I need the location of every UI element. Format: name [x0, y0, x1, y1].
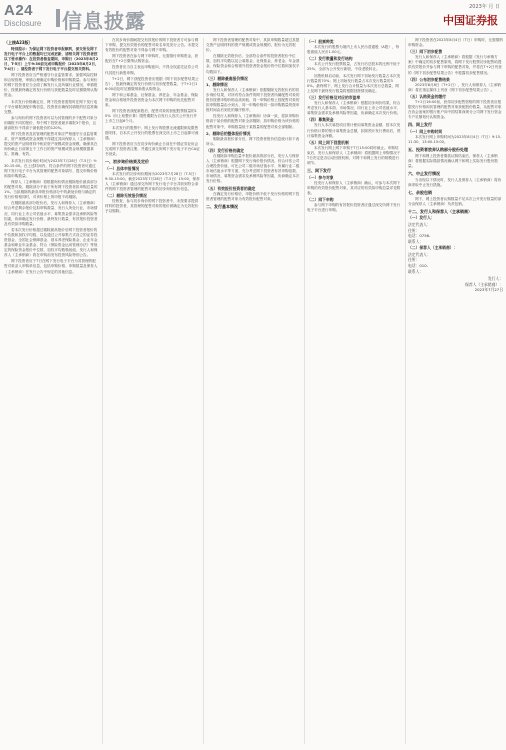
paragraph: 投资者应当自主表达申购意向，不得全权委托证券公司代其进行新股申购。	[105, 65, 199, 75]
paragraph: 网下投资者及其管理的配售对象应严格遵守行业监管要求，资产规模或资金规模不得超过其向保荐人（主承销商）提交的资产证明材料中相应资产规模或资金规模，确保其在询价截止日前第五个工作日的资产规模或资金规模数据真实、准确、有效。	[4, 132, 98, 157]
page-code: A24	[4, 2, 34, 19]
column-divider	[405, 38, 406, 744]
contacts-heading: 十二、发行人和保荐人（主承销商）	[408, 208, 472, 214]
sponsor-contact-person: 联系人：	[408, 268, 424, 274]
column-divider	[102, 38, 103, 744]
section-heading: 一、初步询价结果及定价	[105, 159, 149, 165]
signature-date: 2023年7月27日	[474, 287, 503, 293]
paragraph: T+2日16:00前，获得初步配售资格的网下投资者应根据发行价格和其管理的配售对象获配股份数量，从配售对象在协会备案的银行账户向中国结算深圳分公司网下发行资金专户足额划付认购资金。	[408, 100, 502, 120]
paragraph: 网下、网上投资者认购数量不足本次公开发行数量的部分由保荐人（主承销商）负责包销。	[408, 196, 502, 206]
paragraph: 本次发行的股票为境内上市人民币普通股（A股），每股面值人民币1.00元。	[307, 45, 400, 55]
column-1	[4, 38, 99, 744]
paragraph: 剔除最高报价部分后，网下投资者报价信息统计如下表所示。	[206, 136, 300, 146]
column-divider	[203, 38, 204, 744]
sponsor-phone: 电话：010-	[408, 263, 429, 269]
issuer-address: 住所：	[408, 227, 420, 233]
column-divider	[304, 38, 305, 744]
column-2	[105, 38, 200, 744]
subsection-heading: 2、剔除后的整体报价情况	[206, 130, 251, 136]
subsection-heading: （五）认购资金的缴付	[408, 93, 446, 99]
paragraph: 网下投资者管理的配售对象中，其拟申购数量超过其提交资产证明材料的资产规模或资金规模的，报价为无效报价。	[206, 38, 300, 53]
column-4	[307, 38, 402, 744]
date-line: 2023年 月 日	[469, 4, 500, 10]
subsection-heading: （五）有效报价投资者的确定	[206, 185, 256, 191]
paragraph: 本次发行初步询价时间为2023年7月28日（T-5日）9:30-15:00。在上述时间内，符合条件的网下投资者可通过网下发行电子平台为其管理的配售对象填写、提交申购价格和拟申购数量。	[4, 158, 98, 178]
subsection-heading: （四）募集资金	[307, 117, 334, 123]
page-section-english: Disclosure	[4, 19, 42, 28]
subsection-heading: （一）参与对象	[307, 174, 334, 180]
paragraph: 本次发行网上网下申购于T日15:00同时截止。申购结束后，发行人和保荐人（主承销商）将根据网上申购情况于T日决定是否启动回拨机制，对网下和网上发行的规模进行调节。	[307, 145, 401, 166]
section-heading: 四、网上发行	[408, 122, 432, 128]
paragraph: 在确定发行价格后，申报价格不低于发行价格的网下投资者管理的配售对象为有效报价配售对象。	[206, 191, 300, 201]
subsection-heading: （三）剔除最高报价情况	[206, 75, 248, 81]
paragraph: 在剔除拟申购总量中报价最高的部分后，发行人与保荐人（主承销商）根据网下发行询价报价情况，综合评估公司合理投资价值、可比公司二级市场估值水平、所属行业二级市场估值水平等方面，充分考虑网下投资者有效申购倍数、市场情况、募集资金需求及承销风险等因素，协商确定本次发行价格。	[206, 153, 300, 184]
paragraph: 经发行人和保荐人（主承销商）协商一致，将拟申购价格高于某价格的配售对象全部剔除；拟申购价格为该价格的配售对象中，申购数量低于某数量的配售对象全部剔除。	[206, 114, 300, 129]
section-heading: 六、中止发行情况	[408, 171, 440, 177]
paragraph: 在剔除最高部分报价后，发行人和保荐人（主承销商）综合考虑剩余报价及拟申购数量、发行人所处行业、市场情况、同行业上市公司估值水平、募集资金需求及承销风险等因素，协商确定发行价格、最终发行数量、有效报价投资者及有效拟申购数量。	[4, 201, 98, 226]
issuer-phone: 电话：0756-	[408, 233, 431, 239]
page-header	[0, 0, 506, 34]
signature-block	[408, 276, 503, 293]
paragraph: 本次发行网上申购时间为2023年8月4日（T日）9:15-11:30、13:00-15:00。	[408, 135, 502, 145]
section-heading: 三、网下发行	[307, 168, 331, 174]
column-5	[408, 38, 503, 744]
paragraph: 网下投资者在2023年8月4日（T日）申购时，无需缴纳申购资金。	[408, 38, 503, 48]
paragraph: 若本次发行价格超过剔除最高报价后网下投资者报价的中位数和加权平均数，以及通过公开募集方式设立的证券投资基金、全国社会保障基金、基本养老保险基金、企业年金基金和职业年金基金、符合《保险资金运用管理办法》等规定的保险资金报价中位数、加权平均数孰低值，发行人和保荐人（主承销商）将在申购前发布投资风险特别公告。	[4, 227, 98, 258]
paragraph: 网下和网上投资者缴款认购结束后，保荐人（主承销商）将根据实际缴款情况确认网下和网上实际发行股份数量。	[408, 153, 498, 169]
article-columns	[4, 38, 502, 744]
continued-note: （上接A23版）	[4, 40, 33, 45]
section-title: 信息披露	[62, 9, 146, 33]
paragraph: 当出现以下情况时，发行人及保荐人（主承销商）将协商采取中止发行措施。	[408, 177, 502, 187]
subsection-heading: （三）发行价格及对应的市盈率	[307, 94, 361, 100]
signature-issuer: 发行人：	[487, 276, 503, 282]
paragraph: 保荐人（主承销商）将根据询价情况剔除报价最高部分的配售对象，剔除部分不低于所有网下投资者拟申购总量的1%。当拟剔除的最高申报价格部分中的最低价格与确定的发行价格相同时，对该价格上的申报不再剔除。	[4, 179, 98, 200]
paragraph: 本次发行价格确定后，网下投资者需按时在网下发行电子平台填报获配申购信息，投资者应确保其填报的信息准确完整。	[4, 99, 98, 114]
paragraph: 本次公开发行股票数量，占发行后总股本的比例不低于25%，全部为公开发行新股，不设老股转让。	[307, 62, 401, 72]
section-heading: 七、余股包销	[408, 189, 432, 195]
paragraph: 回拨机制启动前，本次发行网下初始发行数量占本次发行数量的70%；网上初始发行数量占本次发行数量的30%。最终网下、网上发行合计数量为本次发行总数量，网上及网下最终发行数量将根据回拨情况确定。	[307, 73, 401, 93]
paragraph: 参与询价的网下投资者可以为其管理的多个配售对象分别填报不同的报价，每个网下投资者最多填报3个报价，且最高报价不得高于最低报价的120%。	[4, 115, 98, 130]
paragraph: 网下投资者在参与网下申购时，无需缴付申购资金，获配后在T+2日缴纳认购资金。	[105, 54, 199, 64]
paragraph: 在初步询价期间提交有效报价的网下投资者方可参与网下申购，提交有效报价的配售对象名单见发行公告。未提交有效报价的配售对象不得参与网下申购。	[105, 38, 199, 53]
signature-sponsor: 保荐人（主承销商）：	[465, 281, 503, 287]
sponsor-address: 住所：	[408, 257, 420, 263]
paragraph: 网下投资者应当在初步询价截止日前在中国证券业协会完成网下投资者注册，并通过深交所网下发行电子平台CA证书登录。	[105, 141, 200, 156]
subsection-heading: （四）公布初步配售结果	[408, 76, 450, 82]
subsection-heading: （二）剔除无效报价情况	[105, 193, 147, 199]
paragraph: 网下投资者应于T日在网下发行电子平台为其管理的配售对象录入申购单信息，包括申购价格、申购数量及保荐人（主承销商）在发行公告中规定的其他信息。	[4, 259, 98, 274]
section-heading: 五、投资者放弃认购部分股份处理	[408, 147, 468, 153]
header-rule	[0, 33, 506, 34]
sponsor-title: （二）保荐人（主承销商）：	[408, 245, 458, 251]
subsection-heading: 1、剔除情况	[206, 81, 228, 87]
sponsor-contact	[408, 245, 503, 274]
paragraph: T+2日，网下获配投资者应根据《网下初步配售结果公告》，按最终确定的发行价格与初步配售数量，于T+2日16:00前及时足额缴纳新股认购资金。	[105, 76, 199, 91]
issuer-legal-rep: 法定代表人：	[408, 221, 431, 227]
subsection-heading: （二）网下申购	[307, 197, 334, 203]
subsection-heading: （一）网上申购时间	[408, 129, 443, 134]
subsection-heading: （一）股票种类	[307, 39, 334, 44]
issuer-contact-person: 联系人：	[408, 238, 424, 244]
newspaper-name: 中国证券报	[443, 14, 498, 27]
paragraph: 参与网下申购的有效报价投资者应通过深交所网下发行电子平台进行申购。	[307, 203, 401, 213]
paragraph: 发行人和保荐人（主承销商）将根据《发行与承销方案》中确定的初步配售原则，将网下发行股票初步配售给提供有效报价并参与网下申购的配售对象，并将在T+2日刊登的《网下初步配售结果公告》中披露初步配售情况。	[408, 55, 502, 75]
paragraph: 发行人本次募投项目预计使用募集资金金额，按本次发行价格计算的预计募集资金总额，扣除预计发行费用后，预计募集资金净额。	[307, 123, 401, 138]
paragraph: 2023年8月8日（T+2日），发行人和保荐人（主承销商）将在指定媒体上刊登《网下初步配售结果公告》。	[408, 82, 501, 92]
paragraph: 本次发行的股票中，网上发行的股票无流通限制及限售期安排，自本次公开发行的股票在深交所上市之日起即可流通。	[105, 125, 199, 140]
subsection-heading: （五）网上网下回拨机制	[307, 139, 349, 145]
issuer-contact	[408, 215, 503, 244]
subsection-heading: （二）发行数量和发行结构	[307, 56, 353, 62]
subsection-heading: （四）发行价格的确定	[206, 147, 244, 153]
subsection-heading: （一）总体申报情况	[105, 165, 140, 171]
section-heading: 二、发行基本情况	[206, 203, 238, 209]
issuer-title: （一）发行人：	[408, 215, 435, 221]
paragraph: 本次发行的初步询价期间为2023年7月28日（T-5日）9:30-15:00。截至2023年7月28日（T-5日）15:00，保荐人（主承销商）通过深交所网下发行电子平台共收到符合条件的网下投资者管理的配售对象的初步询价报价信息。	[105, 171, 200, 192]
paragraph: 经核查，参与初步询价的网下投资者中，未按要求提供材料的投资者，其管理的配售对象的报价被确定为无效报价予以剔除。	[105, 199, 199, 214]
column-3	[206, 38, 301, 744]
paragraph: 在剔除无效报价后，全部符合条件的投资者报价中位数、加权平均数以及公募基金、社保基金、养老金、年金基金、保险资金和合格境外投资者资金报价的中位数和加权平均数如下。	[206, 54, 300, 74]
sponsor-legal-rep: 法定代表人：	[408, 251, 431, 257]
paragraph: 特别提示：为保证网下投资者申报顺利，深交所及网下发行电子平台上的数据均已完成更新，请相关网下投资者按以下要求操作：在投资者核查期间，申购日（2023年8月2日，T-5日）上午9:30前完成申购报价（2023年8月2日，T-4日）；请投资者于网下发行电子平台提交相关资料。	[4, 46, 99, 71]
paragraph: 发行人和保荐人（主承销商）根据初步询价结果，综合考虑发行人基本面、市场情况、同行业上市公司估值水平、募集资金需求及承销风险等因素，协商确定本次发行价格。	[307, 101, 401, 116]
paragraph: 经发行人和保荐人（主承销商）确认，可参与本次网下申购的有效报价配售对象，其对应的有效拟申购总量详见附表。	[307, 180, 401, 196]
section-deco-bar	[56, 9, 60, 27]
paragraph: 网下和公募基金、社保基金、养老金、年金基金、保险资金和合格境外投资者资金为本次网下申购的优先配售对象。	[105, 92, 199, 108]
paragraph: 网下投资者应当严格遵守行业监管要求，加强风险控制和合规管理，审慎合理确定申购价格和申购数量。参与询价的网下投资者应当全面了解发行人及所属行业情况，审慎报价，按照最终确定的发行价格与获配数量及时足额缴纳认购资金。	[4, 73, 98, 98]
paragraph: 发行人和保荐人（主承销商）依据剔除无效报价后的初步询价结果，对所有符合条件的网下投资者所属配售对象的报价按照申购价格由高到低、同一申购价格上按配售对象的拟申购数量由小到大、同一申购价格同一拟申购数量的按申报时间由后到先的顺序排序。	[206, 87, 300, 113]
paragraph: 网下投资者获配新股后，配售对象的获配股票数量的10%（向上取整计算）限售期限为自发行人首次公开发行并上市之日起6个月。	[105, 109, 197, 124]
subsection-heading: （三）网下初步配售	[408, 49, 443, 55]
